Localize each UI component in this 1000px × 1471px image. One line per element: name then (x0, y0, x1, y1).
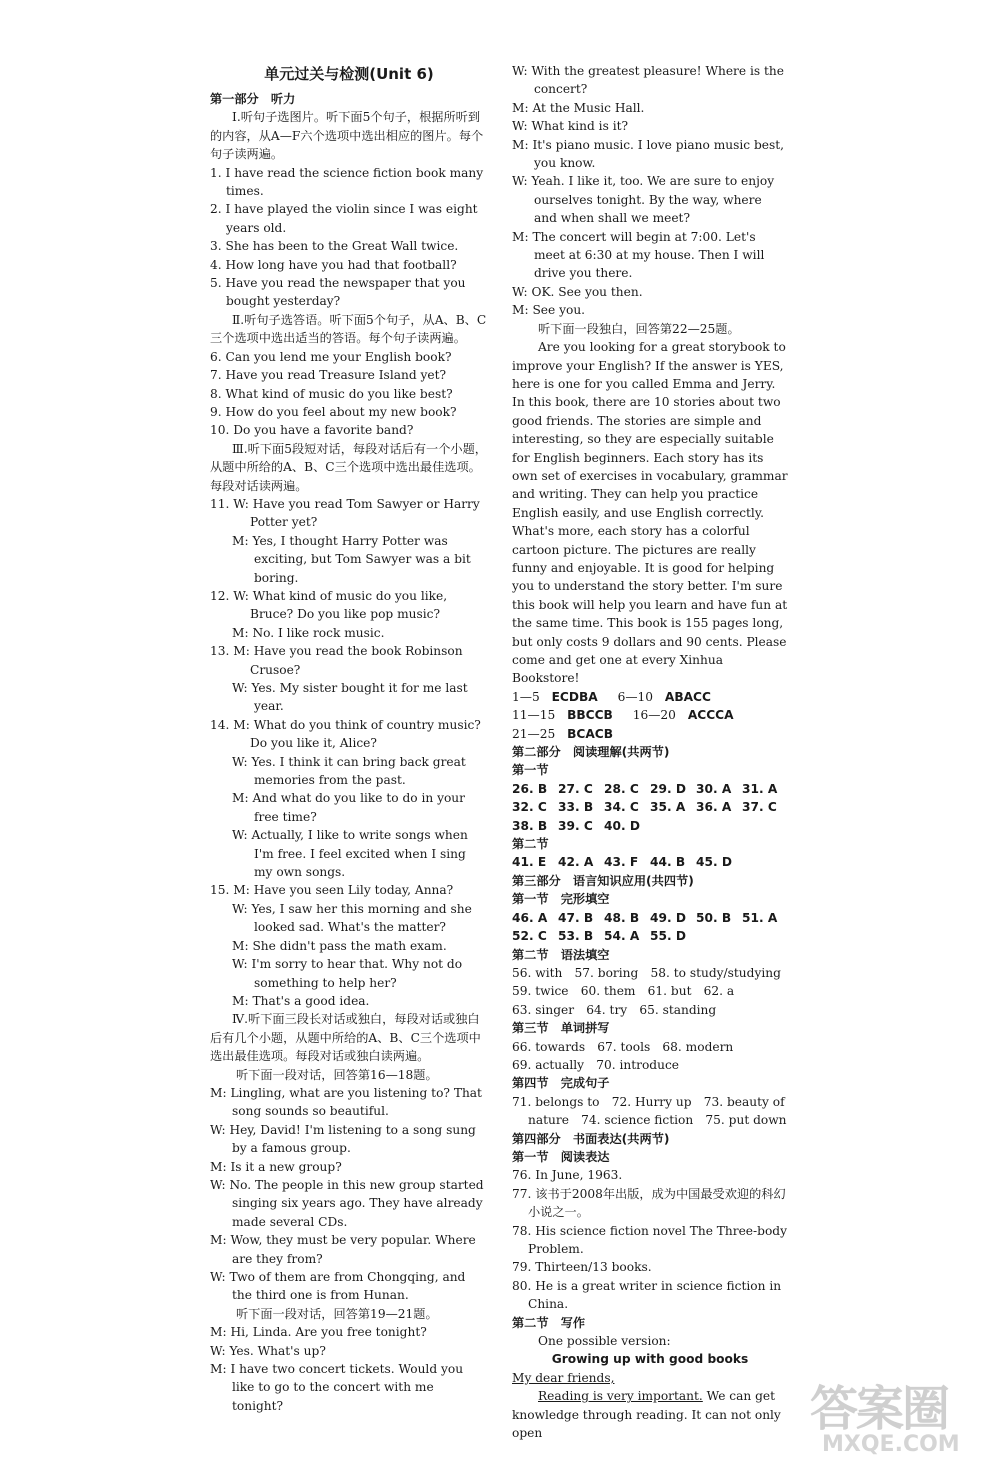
answer-line: 76. In June, 1963. (512, 1168, 623, 1183)
essay-text: We can get knowledge through reading. It can not only open (512, 1389, 781, 1441)
answer-item: 28. C (604, 781, 639, 796)
text-line: 7. Have you read Treasure Island yet? (210, 368, 447, 383)
text-line: M: No. I like rock music. (232, 625, 385, 640)
answer-item: 45. D (696, 855, 732, 870)
answer-spacer (742, 817, 788, 835)
text-line: M: Hi, Linda. Are you free tonight? (210, 1325, 427, 1340)
answer-row (512, 798, 788, 816)
watermark-text: 答案圈 (810, 1381, 949, 1437)
answer-line: 69. actually 70. introduce (512, 1057, 679, 1072)
text-line: 13. M: Have you read the book Robinson Crusoe? (210, 644, 463, 677)
answer-item: 52. C (512, 929, 547, 944)
text-line: M: Lingling, what are you listening to? That song sounds so beautiful. (210, 1085, 482, 1119)
text-line: 5. Have you read the newspaper that you bought yesterday? (210, 276, 466, 309)
expression-answers (512, 1166, 788, 1313)
listening-continued (512, 62, 788, 688)
spelling-answers (512, 1038, 788, 1075)
answer-item: 35. A (650, 800, 686, 815)
section-heading: 第一部分 听力 (210, 92, 296, 106)
answer-key-listening (512, 688, 788, 743)
answer-item: 49. D (650, 910, 686, 925)
reading-answers-1 (512, 780, 788, 835)
text-line: 6. Can you lend me your English book? (210, 349, 452, 364)
key-row: 1—5 ECDBA 6—10 ABACC (512, 689, 711, 704)
answer-row (512, 853, 788, 871)
answer-line: 59. twice 60. them 61. but 62. a (512, 984, 735, 999)
text-line: M: I have two concert tickets. Would you like to go to the concert with me tonight? (210, 1362, 464, 1413)
answer-spacer (696, 927, 742, 945)
answer-line: 78. His science fiction novel The Three-body Problem. (512, 1223, 787, 1256)
essay-underlined: Reading is very important. (538, 1389, 703, 1404)
answer-row (512, 927, 788, 945)
answer-item: 30. A (696, 781, 732, 796)
text-line: 2. I have played the violin since I was eight years old. (210, 202, 478, 235)
text-line: Are you looking for a great storybook to improve your English? If the answer is YES, here is one for you called Emma and Jerry. In this book, there are 10 stories about two good friends. The stories are simple and interesting, so they are especially suitable for English beginners. Each story has its own set of exercises in vocabulary, grammar and writing. They can help you practice English easily, and use English correctly. What's more, each story has a colorful cartoon picture. The pictures are really funny and enjoyable. It is good for helping you to understand the story better. I'm sure this book will help you learn and have fun at the same time. This book is 155 pages long, but only costs 9 dollars and 90 cents. Please come and get one at every Xinhua Bookstore! (512, 340, 788, 686)
answer-item: 48. B (604, 910, 640, 925)
answer-line: 56. with 57. boring 58. to study/studying (512, 965, 781, 980)
answer-line: 66. towards 67. tools 68. modern (512, 1039, 734, 1054)
text-line: W: Yes. What's up? (210, 1343, 326, 1358)
answer-line: 63. singer 64. try 65. standing (512, 1002, 717, 1017)
version-label: One possible version: (538, 1334, 671, 1349)
left-column (210, 62, 488, 1415)
answer-item: 34. C (604, 800, 639, 815)
answer-item: 26. B (512, 781, 548, 796)
essay-greeting: My dear friends, (512, 1370, 615, 1385)
answer-spacer (650, 817, 696, 835)
key-row: 11—15 BBCCB 16—20 ACCCA (512, 708, 734, 723)
answer-row (512, 909, 788, 927)
text-line: W: I'm sorry to hear that. Why not do something to help her? (232, 957, 463, 990)
text-line: M: The concert will begin at 7:00. Let's meet at 6:30 at my house. Then I will drive you there. (512, 229, 765, 281)
text-line: W: Hey, David! I'm listening to a song sung by a famous group. (210, 1122, 476, 1156)
text-line: 4. How long have you had that football? (210, 257, 457, 272)
text-line: 8. What kind of music do you like best? (210, 386, 453, 401)
section-heading: 第四节 完成句子 (512, 1076, 610, 1091)
text-line: 11. W: Have you read Tom Sawyer or Harry Potter yet? (210, 496, 480, 530)
answer-line: 80. He is a great writer in science fiction in China. (512, 1278, 782, 1312)
answer-row (512, 780, 788, 798)
answer-row (512, 817, 788, 835)
section-heading: 第一节 (512, 763, 549, 778)
text-line: 3. She has been to the Great Wall twice. (210, 239, 459, 254)
text-line: W: Yes. I think it can bring back great memories from the past. (232, 754, 466, 788)
page-title: 单元过关与检测(Unit 6) (264, 65, 434, 83)
answer-line: 79. Thirteen/13 books. (512, 1260, 652, 1275)
listening-section (210, 90, 488, 1415)
text-line: W: Yes, I saw her this morning and she looked sad. What's the matter? (232, 901, 472, 935)
answer-spacer (696, 817, 742, 835)
text-line: Ⅳ.听下面三段长对话或独白，每段对话或独白后有几个小题，从题中所给的A、B、C三个选项中选出最佳选项。每段对话或独白读两遍。 (210, 1012, 481, 1064)
text-line: 10. Do you have a favorite band? (210, 423, 414, 438)
text-line: M: Wow, they must be very popular. Where are they from? (210, 1233, 476, 1266)
section-heading: 第二节 写作 (512, 1315, 586, 1330)
text-line: 12. W: What kind of music do you like, Bruce? Do you like pop music? (210, 588, 448, 622)
essay-title: Growing up with good books (551, 1352, 749, 1367)
answer-item: 47. B (558, 910, 594, 925)
answer-item: 43. F (604, 855, 639, 870)
text-line: Ⅲ.听下面5段短对话，每段对话后有一个小题，从题中所给的A、B、C三个选项中选出最佳选项。每段对话读两遍。 (210, 441, 487, 493)
text-line: W: Yes. My sister bought it for me last year. (232, 681, 468, 714)
section-heading: 第二节 (512, 837, 549, 852)
section-heading: 第三节 单词拼写 (512, 1021, 610, 1036)
answer-item: 40. D (604, 818, 640, 833)
text-line: W: Two of them are from Chongqing, and the third one is from Hunan. (210, 1270, 466, 1303)
grammar-answers (512, 964, 788, 1019)
key-row: 21—25 BCACB (512, 726, 613, 741)
text-line: M: And what do you like to do in your free time? (232, 791, 465, 824)
text-line: 15. M: Have you seen Lily today, Anna? (210, 883, 454, 898)
answer-line: 77. 该书于2008年出版，成为中国最受欢迎的科幻小说之一。 (512, 1186, 786, 1220)
text-line: M: At the Music Hall. (512, 100, 645, 115)
answer-item: 42. A (558, 855, 594, 870)
answer-item: 38. B (512, 818, 548, 833)
text-line: W: Actually, I like to write songs when I'm free. I feel excited when I sing my own songs. (232, 828, 468, 880)
text-line: W: Yeah. I like it, too. We are sure to enjoy ourselves tonight. By the way, where and when shall we meet? (512, 174, 775, 226)
answer-item: 37. C (742, 800, 777, 815)
text-line: Ⅰ.听句子选图片。听下面5个句子，根据所听到的内容，从A—F六个选项中选出相应的图片。每个句子读两遍。 (210, 110, 484, 162)
text-line: W: What kind is it? (512, 119, 629, 134)
text-line: M: It's piano music. I love piano music best, you know. (512, 137, 785, 171)
answer-item: 33. B (558, 800, 594, 815)
text-line: W: No. The people in this new group started singing six years ago. They have already made several CDs. (210, 1177, 484, 1229)
answer-line: 71. belongs to 72. Hurry up 73. beauty of nature 74. science fiction 75. put down (512, 1094, 787, 1128)
answer-item: 32. C (512, 800, 547, 815)
watermark-url: MXQE.COM (822, 1432, 960, 1457)
answer-item: 27. C (558, 781, 593, 796)
answer-spacer (742, 853, 788, 871)
answer-item: 53. B (558, 929, 594, 944)
text-line: M: That's a good idea. (232, 993, 370, 1008)
text-line: W: OK. See you then. (512, 284, 643, 299)
answer-item: 36. A (696, 800, 732, 815)
right-column (512, 62, 788, 1442)
section-heading: 第二节 语法填空 (512, 947, 610, 962)
text-line: W: With the greatest pleasure! Where is the concert? (512, 64, 784, 97)
cloze-answers (512, 909, 788, 946)
section-heading: 第一节 阅读表达 (512, 1149, 610, 1164)
text-line: 听下面一段对话，回答第19—21题。 (236, 1306, 438, 1321)
sentence-answers (512, 1093, 788, 1130)
text-line: M: She didn't pass the math exam. (232, 938, 447, 953)
text-line: 听下面一段对话，回答第16—18题。 (236, 1067, 438, 1082)
answer-item: 44. B (650, 855, 686, 870)
part-2-heading: 第二部分 阅读理解(共两节) (512, 745, 670, 760)
answer-item: 51. A (742, 910, 778, 925)
text-line: M: Yes, I thought Harry Potter was exciting, but Tom Sawyer was a bit boring. (232, 533, 471, 585)
answer-item: 41. E (512, 855, 547, 870)
watermark-logo (810, 1370, 990, 1465)
text-line: 9. How do you feel about my new book? (210, 404, 457, 419)
answer-item: 29. D (650, 781, 686, 796)
text-line: 1. I have read the science fiction book many times. (210, 165, 484, 199)
text-line: Ⅱ.听句子选答语。听下面5个句子，从A、B、C三个选项中选出适当的答语。每个句子读两遍。 (210, 312, 487, 346)
essay-paragraph (512, 1387, 788, 1442)
text-line: 14. M: What do you think of country music? Do you like it, Alice? (210, 717, 481, 751)
reading-answers-2 (512, 853, 788, 871)
text-line: M: Is it a new group? (210, 1159, 342, 1174)
answer-item: 54. A (604, 929, 640, 944)
answer-spacer (742, 927, 788, 945)
answer-item: 50. B (696, 910, 732, 925)
answer-item: 31. A (742, 781, 778, 796)
answer-item: 55. D (650, 929, 686, 944)
part-4-heading: 第四部分 书面表达(共两节) (512, 1131, 670, 1146)
text-line: 听下面一段独白，回答第22—25题。 (538, 321, 740, 336)
section-heading: 第一节 完形填空 (512, 892, 610, 907)
part-3-heading: 第三部分 语言知识应用(共四节) (512, 873, 694, 888)
answer-item: 46. A (512, 910, 548, 925)
text-line: M: See you. (512, 303, 586, 318)
answer-item: 39. C (558, 818, 593, 833)
